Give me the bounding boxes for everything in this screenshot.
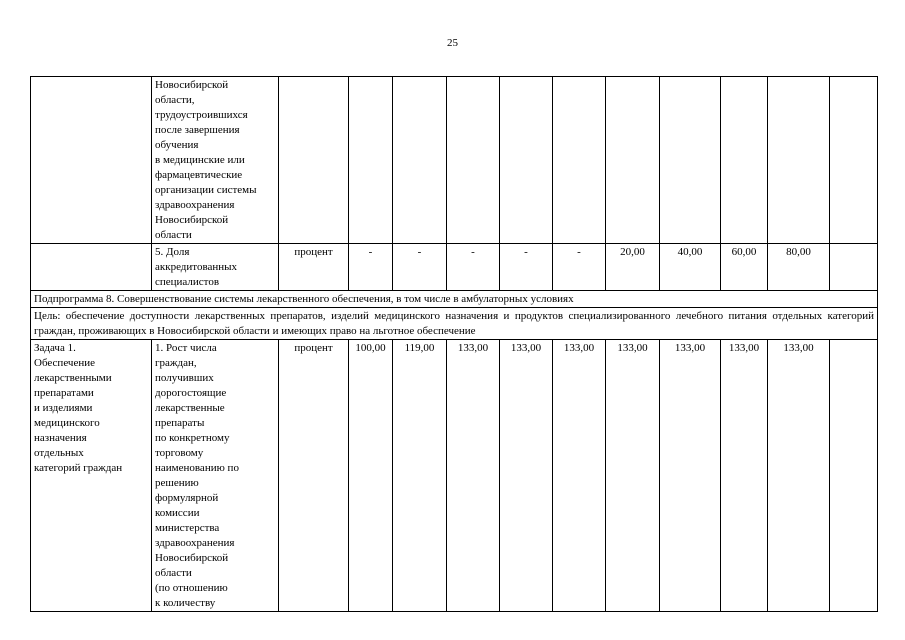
value-cell: 133,00 (768, 340, 830, 612)
indicator-cell: 1. Рост числа граждан, получивших дорогостоящие лекарственные препараты по конкретному торговому наименованию по решению формулярной комиссии министерства здравоохранения Новосибирской области (по отношению к количеству (152, 340, 279, 612)
unit-cell: процент (279, 340, 349, 612)
table-row (31, 340, 878, 612)
value-cell: - (500, 244, 553, 291)
value-cell (606, 77, 660, 244)
value-cell: - (553, 244, 606, 291)
goal-text: Цель: обеспечение доступности лекарственных препаратов, изделий медицинского назначения и продуктов специализированного лечебного питания отдельных категорий граждан, проживающих в Новосибирской области и имеющих право на льготное обеспечение (31, 308, 878, 340)
value-cell (393, 77, 447, 244)
note-cell (830, 340, 878, 612)
value-cell: 20,00 (606, 244, 660, 291)
value-cell: - (349, 244, 393, 291)
value-cell: 100,00 (349, 340, 393, 612)
subprogram-row (31, 291, 878, 308)
value-cell: 133,00 (606, 340, 660, 612)
value-cell (447, 77, 500, 244)
value-cell (660, 77, 721, 244)
note-cell (830, 244, 878, 291)
value-cell: - (393, 244, 447, 291)
page-number: 25 (447, 37, 458, 49)
table-row (31, 77, 878, 244)
task-cell: Задача 1. Обеспечение лекарственными препаратами и изделиями медицинского назначения отдельных категорий граждан (31, 340, 152, 612)
value-cell: 133,00 (721, 340, 768, 612)
value-cell (349, 77, 393, 244)
value-cell: 133,00 (553, 340, 606, 612)
value-cell (768, 77, 830, 244)
task-cell (31, 77, 152, 244)
value-cell (500, 77, 553, 244)
subprogram-title: Подпрограмма 8. Совершенствование системы лекарственного обеспечения, в том числе в амбулаторных условиях (31, 291, 878, 308)
value-cell: 60,00 (721, 244, 768, 291)
value-cell: 133,00 (660, 340, 721, 612)
value-cell: 80,00 (768, 244, 830, 291)
indicators-table (30, 76, 878, 612)
table-row (31, 244, 878, 291)
task-cell (31, 244, 152, 291)
value-cell: 133,00 (500, 340, 553, 612)
indicator-cell: Новосибирской области, трудоустроившихся после завершения обучения в медицинские или фармацевтические организации системы здравоохранения Новосибирской области (152, 77, 279, 244)
value-cell: 119,00 (393, 340, 447, 612)
note-cell (830, 77, 878, 244)
value-cell: 133,00 (447, 340, 500, 612)
indicator-cell: 5. Доля аккредитованных специалистов (152, 244, 279, 291)
value-cell: 40,00 (660, 244, 721, 291)
value-cell (553, 77, 606, 244)
goal-row (31, 308, 878, 340)
unit-cell: процент (279, 244, 349, 291)
value-cell (721, 77, 768, 244)
value-cell: - (447, 244, 500, 291)
unit-cell (279, 77, 349, 244)
